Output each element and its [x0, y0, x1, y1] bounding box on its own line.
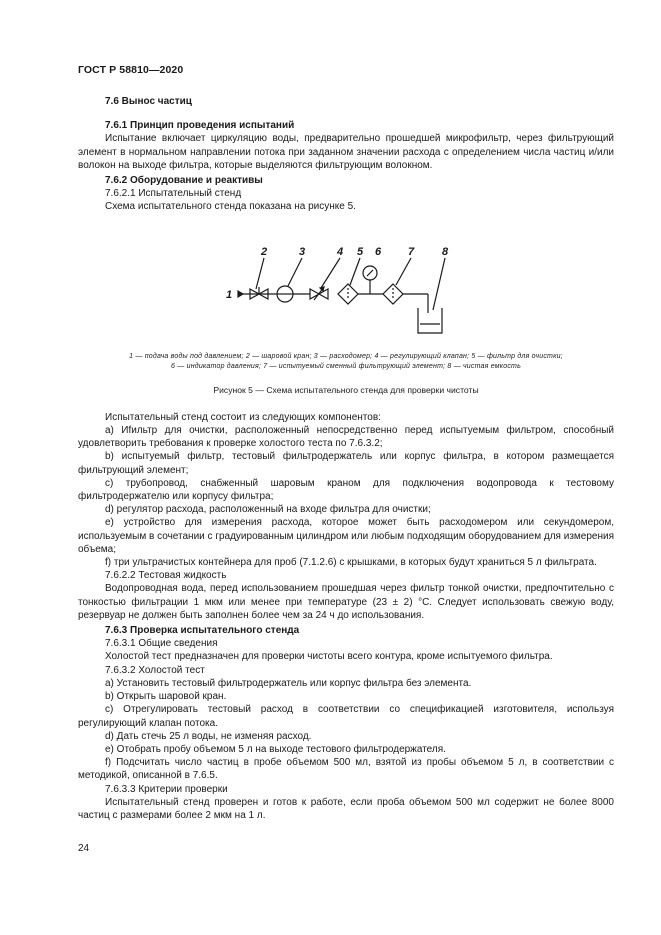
list-item-b: b) испытуемый фильтр, тестовый фильтродержатель или корпус фильтра, в котором размещается фильтрующий элемент; [78, 451, 614, 476]
clean-container [418, 308, 442, 333]
step-a: а) Установить тестовый фильтродержатель или корпус фильтра без элемента. [105, 677, 472, 689]
inlet-arrow [238, 291, 243, 297]
figure-label-4: 4 [337, 245, 344, 258]
section-7-6-2-title: 7.6.2 Оборудование и реактивы [105, 175, 263, 187]
step-e: e) Отобрать пробу объемом 5 л на выходе тестового фильтродержателя. [105, 743, 446, 755]
section-7-6-2-1-title: 7.6.2.1 Испытательный стенд [105, 188, 242, 200]
figure-label-6: 6 [375, 245, 382, 258]
figure-legend [78, 352, 614, 372]
list-item-a: а) Иfильтр для очистки, расположенный непосредственно перед испытуемым фильтром, способный удовлетворить требования к проверке холостого теста по 7.6.3.2; [78, 425, 614, 450]
paragraph-criteria: Испытательный стенд проверен и готов к работе, если проба объемом 500 мл содержит не более 8000 частиц с размерами более 2 мкм на 1 л. [78, 796, 614, 821]
document-header: ГОСТ Р 58810—2020 [78, 64, 184, 76]
step-c: c) Отрегулировать тестовый расход в соответствии со спецификацией изготовителя, используя регулирующий клапан потока. [78, 704, 614, 729]
step-f: f) Подсчитать число частиц в пробе объемом 500 мл, взятой из пробы объемом 5 л, в соответствии с методикой, описанной в 7.6.5. [78, 757, 614, 782]
list-item-c: c) трубопровод, снабженный шаровым краном для подключения водопровода к тестовому фильтродержателю или корпусу фильтра; [78, 477, 614, 503]
list-item-e: e) устройство для измерения расхода, которое может быть расходомером или секундомером, используемым в сочетании с градуированным цилиндром или любым подходящим оборудованием для измерения объема; [78, 517, 614, 555]
figure-label-2: 2 [261, 245, 268, 258]
section-7-6-2-2-title: 7.6.2.2 Тестовая жидкость [105, 570, 227, 582]
legend-line-2: 6 — индикатор давления; 7 — испытуемый сменный фильтрующий элемент; 8 — чистая емкость [171, 362, 521, 370]
step-b: b) Открыть шаровой кран. [105, 691, 227, 703]
leader-5 [350, 258, 360, 285]
test-stand-scheme [78, 238, 614, 344]
page-content [78, 95, 614, 822]
reg-valve-left [310, 289, 319, 299]
section-7-6-3-title: 7.6.3 Проверка испытательного стенда [105, 625, 300, 637]
paragraph-components: Испытательный стенд состоит из следующих компонентов: [105, 411, 381, 423]
page-number: 24 [78, 843, 90, 854]
paragraph-liquid: Водопроводная вода, перед использованием прошедшая через фильтр тонкой очистки, предпочтительно с тонкостью фильтрации 1 мкм или менее при температуре (23 ± 2) °С. Следует использовать свежую воду, резервуар не должен быть заполнен более чем за 24 ч до использования. [78, 583, 614, 621]
figure-5-diagram [78, 238, 614, 344]
figure-label-3: 3 [299, 245, 306, 258]
leader-7 [396, 258, 411, 285]
leader-3 [288, 258, 302, 286]
list-item-f: f) три ультрачистых контейнера для проб (7.1.2.6) с крышками, в которых будут храниться 5 л фильтрата. [105, 557, 597, 569]
figure-label-8: 8 [442, 245, 449, 258]
section-7-6-3-2-title: 7.6.3.2 Холостой тест [105, 664, 205, 676]
list-item-d: d) регулятор расхода, расположенный на входе фильтра для очистки; [105, 504, 431, 516]
leader-8 [433, 258, 445, 310]
figure-label-1: 1 [226, 288, 233, 301]
figure-label-5: 5 [357, 245, 364, 258]
figure-label-7: 7 [408, 245, 415, 258]
leader-2 [256, 258, 264, 289]
step-d: d) Дать стечь 25 л воды, не изменяя расход. [105, 730, 312, 742]
paragraph-scheme: Схема испытательного стенда показана на рисунке 5. [105, 201, 356, 213]
section-7-6-3-3-title: 7.6.3.3 Критерии проверки [105, 783, 228, 795]
figure-caption: Рисунок 5 — Схема испытательного стенда для проверки чистоты [213, 384, 479, 395]
leader-4 [321, 258, 340, 288]
paragraph-general: Холостой тест предназначен для проверки чистоты всего контура, кроме испытуемого фильтра. [105, 651, 553, 663]
section-7-6-title: 7.6 Вынос частиц [105, 96, 192, 107]
legend-line-1: 1 — подача воды под давлением; 2 — шаровой кран; 3 — расходомер; 4 — регулирующий клапан; 5 — фильтр для очистки; [129, 352, 563, 360]
section-7-6-1-title: 7.6.1 Принцип проведения испытаний [105, 120, 295, 132]
section-7-6-3-1-title: 7.6.3.1 Общие сведения [105, 638, 218, 650]
paragraph-principle: Испытание включает циркуляцию воды, предварительно прошедшей микрофильтр, через фильтрующий элемент в нормальном направлении потока при заданном значении расхода с определением числа частиц и/или волокон на выходе фильтра, которые выделяются фильтрующим волокном. [78, 133, 614, 171]
